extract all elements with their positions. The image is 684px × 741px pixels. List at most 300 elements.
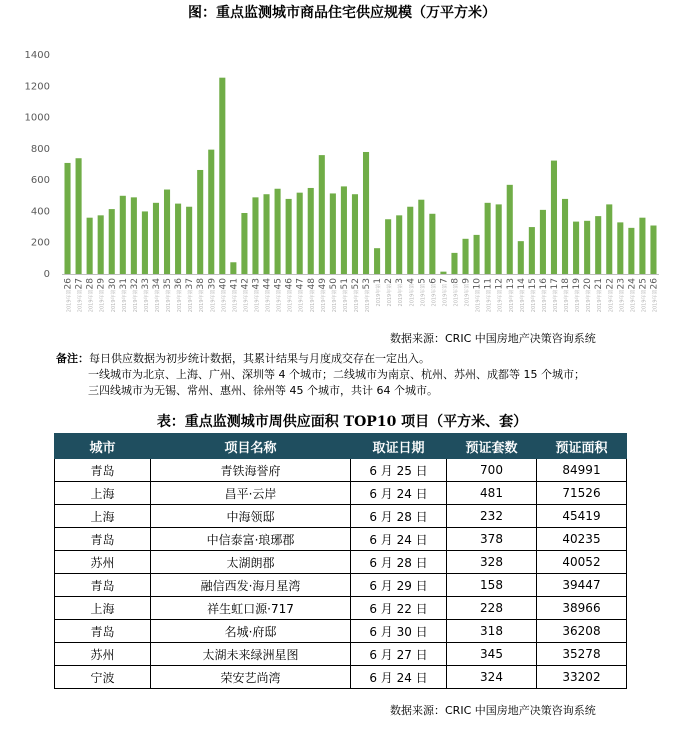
table-row [55, 597, 627, 620]
bar [584, 221, 590, 274]
bar [76, 158, 82, 274]
cell-area: 40235 [537, 528, 627, 551]
bar [175, 204, 181, 274]
x-tick-prefix: 2019年第 [121, 289, 128, 313]
x-tick-label [395, 278, 405, 306]
bar [120, 196, 126, 274]
x-tick-label [329, 278, 339, 312]
bar [98, 215, 104, 274]
cell-date: 6 月 24 日 [351, 482, 447, 505]
x-tick-label [218, 278, 228, 312]
x-tick-number: 29 [96, 278, 107, 290]
x-tick-number: 37 [185, 278, 196, 290]
x-tick-label [229, 278, 239, 312]
x-tick-prefix: 2019年第 [154, 289, 161, 313]
x-tick-prefix: 2019年第 [66, 289, 73, 313]
x-tick-label [75, 278, 85, 312]
x-tick-label [207, 278, 217, 312]
x-tick-number: 12 [494, 278, 505, 290]
cell-date: 6 月 24 日 [351, 666, 447, 689]
x-tick-label [296, 278, 306, 312]
bar [263, 194, 269, 274]
bar [341, 186, 347, 274]
x-tick-label [251, 278, 261, 312]
header-project: 项目名称 [151, 434, 351, 459]
x-tick-number: 36 [174, 278, 185, 290]
x-tick-label [130, 278, 140, 312]
cell-date: 6 月 28 日 [351, 551, 447, 574]
bar [330, 193, 336, 274]
x-tick-prefix: 2019年第 [530, 289, 537, 313]
x-tick-number: 6 [428, 278, 439, 284]
x-tick-prefix: 2019年第 [342, 289, 349, 313]
notes-line-2: 一线城市为北京、上海、广州、深圳等 4 个城市；二线城市为南京、杭州、苏州、成都等 15 个城市； [88, 368, 585, 381]
x-tick-label [550, 278, 560, 312]
y-tick-label: 600 [30, 175, 50, 187]
x-tick-number: 50 [328, 278, 339, 290]
cell-area: 84991 [537, 459, 627, 482]
x-tick-prefix: 2019年第 [77, 289, 84, 313]
bar [429, 214, 435, 274]
cell-units: 318 [447, 620, 537, 643]
table-row [55, 551, 627, 574]
x-tick-prefix: 2019年第 [420, 283, 427, 307]
table-row [55, 459, 627, 482]
top10-table [54, 433, 627, 689]
cell-city: 宁波 [55, 666, 151, 689]
x-tick-prefix: 2019年第 [254, 289, 261, 313]
notes-line-3: 三四线城市为无锡、常州、惠州、徐州等 45 个城市，共计 64 个城市。 [88, 384, 438, 397]
cell-units: 158 [447, 574, 537, 597]
x-tick-prefix: 2019年第 [552, 289, 559, 313]
notes-label: 备注： [56, 352, 89, 365]
cell-date: 6 月 29 日 [351, 574, 447, 597]
x-tick-label [351, 278, 361, 312]
x-tick-number: 7 [439, 278, 450, 284]
bar [241, 213, 247, 274]
bar [275, 189, 281, 274]
x-tick-prefix: 2019年第 [309, 289, 316, 313]
x-tick-prefix: 2019年第 [188, 289, 195, 313]
x-tick-prefix: 2019年第 [243, 289, 250, 313]
cell-date: 6 月 28 日 [351, 505, 447, 528]
x-tick-label [97, 278, 107, 312]
cell-city: 青岛 [55, 574, 151, 597]
x-tick-label [108, 278, 118, 312]
bar [230, 262, 236, 274]
header-area: 预证面积 [537, 434, 627, 459]
y-tick-label: 0 [43, 269, 50, 280]
bar [352, 194, 358, 274]
cell-project: 荣安艺尚湾 [151, 666, 351, 689]
x-tick-label [495, 278, 505, 312]
x-tick-number: 31 [118, 278, 129, 290]
x-tick-label [196, 278, 206, 312]
cell-area: 71526 [537, 482, 627, 505]
cell-area: 39447 [537, 574, 627, 597]
x-tick-label [473, 278, 483, 312]
cell-units: 481 [447, 482, 537, 505]
x-tick-prefix: 2019年第 [110, 289, 117, 313]
x-tick-number: 9 [461, 278, 472, 284]
x-tick-number: 49 [317, 278, 328, 290]
x-tick-prefix: 2019年第 [652, 289, 659, 313]
cell-project: 太湖未来绿洲星图 [151, 643, 351, 666]
bar [595, 216, 601, 274]
bar [418, 200, 424, 274]
x-tick-label [428, 278, 438, 307]
x-tick-number: 20 [583, 278, 594, 290]
x-tick-number: 30 [107, 278, 118, 290]
bar [142, 211, 148, 274]
x-tick-number: 1 [373, 278, 384, 284]
x-tick-label [417, 278, 427, 306]
x-tick-prefix: 2019年第 [232, 289, 239, 313]
y-tick-label: 800 [30, 143, 50, 155]
chart-source-note: 数据来源：CRIC 中国房地产决策咨询系统 [390, 332, 596, 345]
x-tick-number: 43 [251, 278, 262, 290]
cell-date: 6 月 22 日 [351, 597, 447, 620]
x-tick-label [373, 278, 383, 306]
bar [485, 203, 491, 274]
x-tick-label [406, 278, 416, 307]
bar [164, 190, 170, 274]
x-tick-number: 3 [395, 278, 406, 284]
x-tick-label [152, 278, 162, 312]
bar [639, 218, 645, 274]
cell-area: 35278 [537, 643, 627, 666]
header-date: 取证日期 [351, 434, 447, 459]
cell-city: 上海 [55, 505, 151, 528]
x-tick-label [307, 278, 317, 312]
x-tick-number: 8 [450, 278, 461, 284]
x-tick-label [627, 278, 637, 312]
x-tick-label [638, 278, 648, 312]
bar [286, 199, 292, 274]
cell-project: 融信西发·海月星湾 [151, 574, 351, 597]
x-tick-prefix: 2019年第 [276, 289, 283, 313]
cell-city: 青岛 [55, 620, 151, 643]
bar [396, 215, 402, 274]
bar [87, 218, 93, 274]
x-tick-number: 51 [339, 278, 350, 290]
cell-project: 名城·府邸 [151, 620, 351, 643]
cell-date: 6 月 25 日 [351, 459, 447, 482]
x-tick-label [462, 278, 472, 307]
y-tick-label: 1000 [24, 112, 50, 124]
x-tick-label [163, 278, 173, 312]
cell-project: 中海领邸 [151, 505, 351, 528]
bar [462, 239, 468, 274]
x-tick-prefix: 2019年第 [177, 289, 184, 313]
x-tick-label [86, 278, 96, 312]
bar [385, 219, 391, 274]
x-tick-label [285, 278, 295, 312]
x-tick-number: 26 [649, 278, 660, 290]
x-tick-number: 28 [85, 278, 96, 290]
cell-units: 232 [447, 505, 537, 528]
x-tick-label [274, 278, 284, 312]
x-tick-prefix: 2019年第 [431, 283, 438, 307]
cell-project: 青铁海誉府 [151, 459, 351, 482]
chart-title: 图：重点监测城市商品住宅供应规模（万平方米） [188, 5, 496, 21]
cell-units: 328 [447, 551, 537, 574]
table-title: 表：重点监测城市周供应面积 TOP10 项目（平方米、套） [156, 414, 528, 430]
x-tick-label [240, 278, 250, 312]
bar [573, 222, 579, 274]
cell-date: 6 月 30 日 [351, 620, 447, 643]
x-tick-prefix: 2019年第 [88, 289, 95, 313]
bar [650, 226, 656, 274]
x-tick-label [185, 278, 195, 312]
x-tick-prefix: 2019年第 [619, 289, 626, 313]
x-tick-number: 13 [505, 278, 516, 290]
cell-units: 345 [447, 643, 537, 666]
cell-city: 苏州 [55, 643, 151, 666]
bar [208, 150, 214, 274]
bar [252, 197, 258, 274]
x-tick-label [450, 278, 460, 307]
x-tick-number: 45 [273, 278, 284, 290]
cell-area: 33202 [537, 666, 627, 689]
x-tick-number: 42 [240, 278, 251, 290]
x-tick-prefix: 2019年第 [210, 289, 217, 313]
x-tick-label [561, 278, 571, 312]
x-tick-prefix: 2019年第 [287, 289, 294, 313]
x-tick-number: 41 [229, 278, 240, 290]
cell-units: 700 [447, 459, 537, 482]
x-tick-prefix: 2019年第 [320, 289, 327, 313]
y-tick-label: 200 [30, 237, 50, 249]
notes-line-1: 每日供应数据为初步统计数据，其累计结果与月度成交存在一定出入。 [89, 352, 430, 365]
x-tick-number: 22 [605, 278, 616, 290]
x-tick-number: 10 [472, 278, 483, 290]
x-tick-label [517, 278, 527, 312]
bar [606, 204, 612, 274]
x-tick-prefix: 2019年第 [608, 289, 615, 313]
x-tick-number: 46 [284, 278, 295, 290]
x-tick-prefix: 2019年第 [541, 289, 548, 313]
x-tick-number: 26 [63, 278, 74, 290]
x-tick-number: 18 [561, 278, 572, 290]
cell-date: 6 月 24 日 [351, 528, 447, 551]
x-tick-label [174, 278, 184, 312]
x-tick-prefix: 2019年第 [486, 289, 493, 313]
x-tick-prefix: 2019年第 [409, 283, 416, 307]
x-tick-label [649, 278, 659, 312]
x-tick-number: 38 [196, 278, 207, 290]
x-tick-number: 32 [129, 278, 140, 290]
x-tick-prefix: 2019年第 [597, 289, 604, 313]
x-tick-label [263, 278, 273, 312]
x-tick-prefix: 2019年第 [331, 289, 338, 313]
x-tick-number: 19 [572, 278, 583, 290]
x-tick-number: 35 [163, 278, 174, 290]
x-tick-number: 48 [306, 278, 317, 290]
bar [131, 197, 137, 274]
x-tick-number: 24 [627, 278, 638, 290]
table-row [55, 620, 627, 643]
x-tick-label [64, 278, 74, 312]
cell-area: 36208 [537, 620, 627, 643]
bar-series [64, 78, 656, 274]
x-tick-number: 4 [406, 278, 417, 284]
bar [440, 272, 446, 274]
y-axis [25, 50, 50, 280]
bar [109, 209, 115, 274]
x-tick-prefix: 2019年第 [298, 289, 305, 313]
bar [363, 152, 369, 274]
bar-chart [0, 0, 684, 330]
x-tick-number: 33 [140, 278, 151, 290]
x-tick-prefix: 2019年第 [99, 289, 106, 313]
cell-city: 上海 [55, 482, 151, 505]
bar [628, 228, 634, 274]
bar [496, 204, 502, 274]
x-tick-prefix: 2019年第 [365, 289, 372, 313]
cell-city: 青岛 [55, 528, 151, 551]
x-tick-prefix: 2019年第 [199, 289, 206, 313]
bar [551, 161, 557, 274]
cell-project: 太湖朗郡 [151, 551, 351, 574]
bar [407, 207, 413, 274]
bar [197, 170, 203, 274]
cell-units: 228 [447, 597, 537, 620]
x-tick-label [362, 278, 372, 312]
x-tick-number: 17 [549, 278, 560, 290]
x-tick-number: 21 [594, 278, 605, 290]
x-tick-number: 34 [151, 278, 162, 290]
x-tick-prefix: 2019年第 [398, 283, 405, 307]
table-row [55, 666, 627, 689]
x-tick-prefix: 2019年第 [387, 283, 394, 307]
x-tick-number: 23 [616, 278, 627, 290]
bar [451, 253, 457, 274]
x-tick-prefix: 2019年第 [143, 289, 150, 313]
table-row [55, 505, 627, 528]
x-tick-prefix: 2019年第 [376, 283, 383, 307]
cell-area: 40052 [537, 551, 627, 574]
x-tick-label [506, 278, 516, 312]
table-header-row [55, 434, 627, 459]
x-tick-prefix: 2019年第 [630, 289, 637, 313]
table-row [55, 574, 627, 597]
notes [56, 351, 585, 399]
x-tick-label [528, 278, 538, 312]
y-tick-label: 400 [30, 206, 50, 218]
cell-city: 苏州 [55, 551, 151, 574]
x-tick-label [539, 278, 549, 312]
bar [540, 210, 546, 274]
y-tick-label: 1400 [24, 50, 50, 61]
cell-units: 324 [447, 666, 537, 689]
x-tick-number: 14 [516, 278, 527, 290]
x-tick-prefix: 2019年第 [508, 289, 515, 313]
x-tick-prefix: 2019年第 [464, 283, 471, 307]
x-tick-label [384, 278, 394, 306]
x-tick-prefix: 2019年第 [475, 289, 482, 313]
x-tick-number: 47 [295, 278, 306, 290]
bar [186, 207, 192, 274]
header-city: 城市 [55, 434, 151, 459]
x-tick-label [605, 278, 615, 312]
header-units: 预证套数 [447, 434, 537, 459]
x-tick-label [616, 278, 626, 312]
x-tick-number: 11 [483, 278, 494, 290]
y-tick-label: 1200 [24, 81, 50, 93]
bar [507, 185, 513, 274]
x-tick-prefix: 2019年第 [353, 289, 360, 313]
bar [319, 155, 325, 274]
x-tick-label [583, 278, 593, 312]
x-tick-label [439, 278, 449, 306]
x-tick-number: 53 [362, 278, 373, 290]
cell-project: 中信泰富·琅琊郡 [151, 528, 351, 551]
x-tick-label [594, 278, 604, 312]
x-tick-number: 16 [538, 278, 549, 290]
x-tick-label [141, 278, 151, 312]
x-tick-prefix: 2019年第 [564, 289, 571, 313]
bar [529, 227, 535, 274]
bar [374, 248, 380, 274]
bar [518, 241, 524, 274]
bar [617, 222, 623, 274]
x-tick-prefix: 2019年第 [265, 289, 272, 313]
x-axis [64, 278, 660, 312]
bar [153, 203, 159, 274]
x-tick-prefix: 2019年第 [586, 289, 593, 313]
x-tick-number: 44 [262, 278, 273, 290]
cell-units: 378 [447, 528, 537, 551]
x-tick-number: 15 [527, 278, 538, 290]
x-tick-label [318, 278, 328, 312]
x-tick-label [484, 278, 494, 312]
bar [474, 235, 480, 274]
cell-area: 45419 [537, 505, 627, 528]
x-tick-prefix: 2019年第 [132, 289, 139, 313]
x-tick-prefix: 2019年第 [641, 289, 648, 313]
bar [64, 163, 70, 274]
x-tick-number: 52 [350, 278, 361, 290]
cell-area: 38966 [537, 597, 627, 620]
bar [297, 193, 303, 274]
bar [219, 78, 225, 274]
x-tick-prefix: 2019年第 [497, 289, 504, 313]
x-tick-number: 39 [207, 278, 218, 290]
table-row [55, 482, 627, 505]
bar [562, 199, 568, 274]
table-row [55, 643, 627, 666]
x-tick-label [572, 278, 582, 312]
x-tick-number: 40 [218, 278, 229, 290]
x-tick-prefix: 2019年第 [575, 289, 582, 313]
cell-city: 上海 [55, 597, 151, 620]
x-tick-prefix: 2019年第 [221, 289, 228, 313]
cell-city: 青岛 [55, 459, 151, 482]
table-row [55, 528, 627, 551]
x-tick-number: 2 [384, 278, 395, 284]
table-source-note: 数据来源：CRIC 中国房地产决策咨询系统 [390, 704, 596, 717]
x-tick-prefix: 2019年第 [442, 283, 449, 307]
x-tick-label [119, 278, 129, 312]
bar [308, 188, 314, 274]
x-tick-number: 5 [417, 278, 428, 284]
x-tick-number: 25 [638, 278, 649, 290]
x-tick-label [340, 278, 350, 312]
x-tick-prefix: 2019年第 [166, 289, 173, 313]
x-tick-prefix: 2019年第 [453, 283, 460, 307]
x-tick-prefix: 2019年第 [519, 289, 526, 313]
